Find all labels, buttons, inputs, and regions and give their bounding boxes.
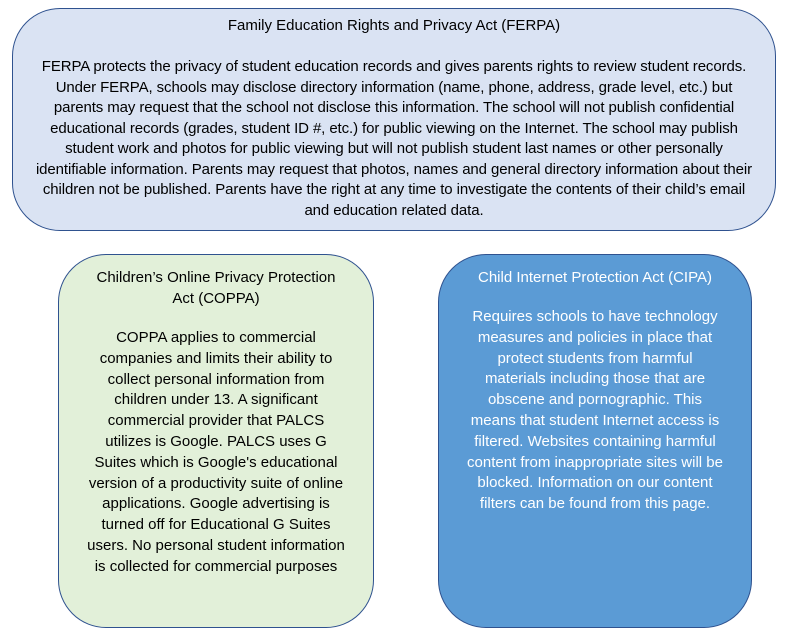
coppa-description: COPPA applies to commercial companies and limits their ability to collect personal information from children under 13. A significant commercial provider that PALCS utilizes is Google. PALCS uses G Suites which is Google's educational version of a productivity suite of online applications. Google advertising is turned off for Educational G Suites users. No personal student information is collected for commercial purposes [87,329,345,575]
ferpa-box [12,8,776,231]
cipa-description: Requires schools to have technology measures and policies in place that protect students from harmful materials including those that are obscene and pornographic. This means that student Internet access is filtered. Websites containing harmful content from inappropriate sites will be blocked. Information on our content filters can be found from this page. [467,308,723,513]
coppa-box [58,254,374,628]
coppa-title: Children’s Online Privacy Protection Act (COPPA) [96,269,336,307]
ferpa-description: FERPA protects the privacy of student education records and gives parents rights to review student records. Under FERPA, schools may disclose directory information (name, phone, address, grade level, etc.) but parents may request that the school not disclose this information. The school will not publish confidential educational records (grades, student ID #, etc.) for public viewing on the Internet. The school may publish student work and photos for public viewing but will not publish student last names or other personally identifiable information. Parents may request that photos, names and general directory information about their children not be published. Parents have the right at any time to investigate the contents of their child’s email and education related data. [35,58,753,219]
ferpa-title: Family Education Rights and Privacy Act (FERPA) [227,17,561,34]
cipa-title: Child Internet Protection Act (CIPA) [478,269,712,286]
cipa-box [438,254,752,628]
